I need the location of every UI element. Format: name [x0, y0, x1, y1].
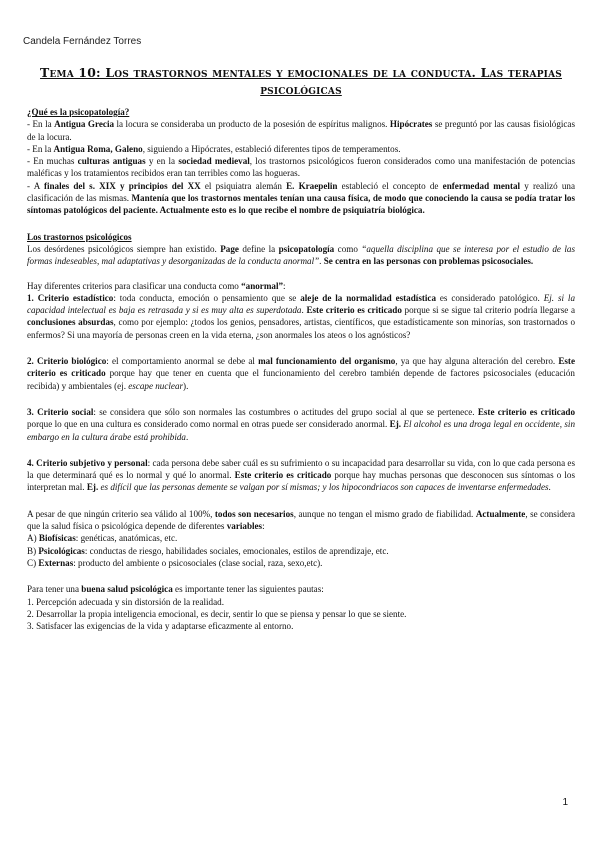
- paragraph-criterios-intro: Hay diferentes criterios para clasificar una conducta como “anormal”:: [27, 280, 286, 291]
- paragraph-grecia: - En la Antigua Grecia la locura se consideraba un producto de la posesión de espíritus malignos. Hipócrates se preguntó por las causas fisiológicas de la locura.: [27, 119, 575, 142]
- paragraph-kraepelin: - A finales del s. XIX y principios del XX el psiquiatra alemán E. Kraepelin estableció el concepto de enfermedad mental y realizó una clasificación de las mismas. Mantenía que los trastornos mentales tenían una causa física, de modo que conociendo la causa se podía tratar los síntomas patológicos del paciente. Actualmente esto es lo que recibe el nombre de psiquiatría biológica.: [27, 180, 576, 216]
- list-item: 1. Percepción adecuada y sin distorsión de la realidad.: [27, 596, 224, 607]
- criterio-social: 3. Criterio social: se considera que sólo son normales las costumbres o actitudes del grupo social al que se pertenece. Este criterio es criticado porque lo que en una cultura es considerado como normal en otras puede ser considerado anormal. Ej. El alcohol es una droga legal en occidente, sin embargo en la cultura árabe está prohibida.: [27, 406, 575, 442]
- heading-trastornos: Los trastornos psicológicos: [27, 231, 132, 242]
- list-item: 3. Satisfacer las exigencias de la vida y adaptarse eficazmente al entorno.: [27, 621, 294, 632]
- paragraph-medieval: - En muchas culturas antiguas y en la sociedad medieval, los trastornos psicológicos fueron considerados como una manifestación de potencias maléficas y los tratamientos recibidos eran tan terribles como las hogueras.: [27, 156, 575, 179]
- list-item: B) Psicológicas: conductas de riesgo, habilidades sociales, emocionales, estilos de aprendizaje, etc.: [27, 545, 389, 556]
- heading-psicopatologia: ¿Qué es la psicopatología?: [27, 107, 130, 117]
- paragraph-roma: - En la Antigua Roma, Galeno, siguiendo a Hipócrates, estableció diferentes tipos de temperamentos.: [27, 143, 401, 154]
- paragraph-page-definition: Los desórdenes psicológicos siempre han existido. Page define la psicopatología como “aquella disciplina que se interesa por el estudio de las formas indeseables, mal adaptativas y desorganizadas de la conducta anormal”. Se centra en las personas con problemas psicosociales.: [27, 243, 575, 267]
- list-item: C) Externas: producto del ambiente o psicosociales (clase social, raza, sexo,etc).: [27, 557, 323, 568]
- criterio-estadistico: 1. Criterio estadístico: toda conducta, emoción o pensamiento que se aleje de la normalidad estadística es considerado patológico. Ej. si la capacidad intelectual es baja es retrasada y si es muy alta es superdotada. Este criterio es criticado porque si se sigue tal criterio podría llegarse a conclusiones absurdas, como por ejemplo: ¿todos los genios, pensadores, artistas, científicos, que estadísticamente son minorías, son trastornados o enfermos? Si una mayoría de personas creen en la vida eterna, ¿son anormales los ateos o los agnósticos?: [27, 292, 575, 340]
- document-body: [27, 64, 575, 632]
- paragraph-variables: A pesar de que ningún criterio sea válido al 100%, todos son necesarios, aunque no tengan el mismo grado de fiabilidad. Actualmente, se considera que la salud física o psicológica depende de diferentes variables:: [27, 508, 576, 532]
- list-item: A) Biofísicas: genéticas, anatómicas, etc.: [27, 533, 178, 544]
- criterio-biologico: 2. Criterio biológico: el comportamiento anormal se debe al mal funcionamiento del organismo, ya que hay alguna alteración del cerebro. Este criterio es criticado porque hay que tener en cuenta que el funcionamiento del cerebro también depende de factores psicosociales (educación recibida) y ambientales (ej. escape nuclear).: [27, 356, 575, 391]
- author-name: Candela Fernández Torres: [23, 36, 142, 47]
- criterio-subjetivo: 4. Criterio subjetivo y personal: cada persona debe saber cuál es su sufrimiento o su incapacidad para desarrollar su vida, con lo que cada persona es la que determinará qué es lo normal y qué lo anormal. Este criterio es criticado porque hay muchas personas que desconocen sus síntomas o los interpretan mal. Ej. es difícil que las personas demente se valgan por sí mismas; y los hipocondriacos son capaces de inventarse enfermedades.: [27, 457, 575, 493]
- paragraph-salud: Para tener una buena salud psicológica es importante tener las siguientes pautas:: [27, 584, 324, 595]
- page-number: 1: [562, 797, 568, 808]
- list-item: 2. Desarrollar la propia inteligencia emocional, es decir, sentir lo que se piensa y pensar lo que se siente.: [27, 608, 407, 619]
- page-title: Tema 10: Los trastornos mentales y emocionales de la conducta. Las terapias psicológicas: [40, 65, 562, 97]
